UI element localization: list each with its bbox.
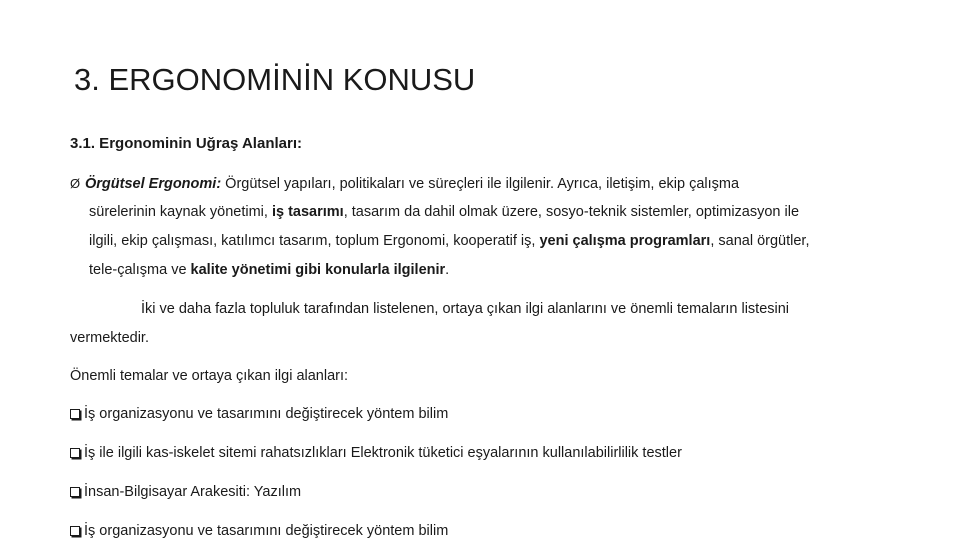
bullet-line-2 <box>89 198 799 227</box>
bullet-line-2-text-b: , tasarım da dahil olmak üzere, sosyo-teknik sistemler, optimizasyon ile <box>343 204 800 220</box>
bullet-line-4-text-b: . <box>445 262 450 278</box>
list-item <box>70 478 301 507</box>
paragraph-2-line-2: vermektedir. <box>70 330 149 346</box>
bullet-line-1 <box>70 169 739 199</box>
square-bullet-icon <box>70 526 80 536</box>
bullet-line-4 <box>89 256 449 285</box>
list-item <box>70 400 448 429</box>
bullet-line-3-bold: yeni çalışma programları <box>539 233 711 249</box>
section-heading: 3.1. Ergonominin Uğraş Alanları: <box>70 135 302 152</box>
bullet-line-1-text: Örgütsel yapıları, politikaları ve süreçleri ile ilgilenir. Ayrıca, iletişim, ekip çalışma <box>221 176 740 192</box>
list-item-text: İş ile ilgili kas-iskelet sitemi rahatsızlıkları Elektronik tüketici eşyalarının kullanılabilirlilik testler <box>84 445 682 461</box>
bullet-line-4-text-a: tele-çalışma ve <box>89 262 191 278</box>
bullet-line-3-text-b: , sanal örgütler, <box>710 233 810 249</box>
bullet-line-3 <box>89 227 809 256</box>
paragraph-2-line-1: İki ve daha fazla topluluk tarafından listelenen, ortaya çıkan ilgi alanlarını ve önemli temaların listesini <box>141 301 790 317</box>
bullet-line-2-bold: iş tasarımı <box>271 204 344 220</box>
list-item <box>70 517 448 546</box>
square-bullet-icon <box>70 448 80 458</box>
bullet-term: Örgütsel Ergonomi: <box>85 176 222 192</box>
list-item-text: İş organizasyonu ve tasarımını değiştirecek yöntem bilim <box>84 406 449 422</box>
bullet-line-3-text-a: ilgili, ekip çalışması, katılımcı tasarım, toplum Ergonomi, kooperatif iş, <box>89 233 540 249</box>
paragraph-3: Önemli temalar ve ortaya çıkan ilgi alanları: <box>70 368 349 384</box>
list-item <box>70 439 682 468</box>
list-item-text: İş organizasyonu ve tasarımını değiştirecek yöntem bilim <box>84 523 449 539</box>
square-bullet-icon <box>70 409 80 419</box>
arrow-bullet-icon: Ø <box>70 176 81 191</box>
square-bullet-icon <box>70 487 80 497</box>
list-item-text: İnsan-Bilgisayar Arakesiti: Yazılım <box>84 484 302 500</box>
bullet-line-4-bold: kalite yönetimi gibi konularla ilgilenir <box>190 262 446 278</box>
slide-title: 3. ERGONOMİNİN KONUSU <box>74 62 476 97</box>
bullet-line-2-text-a: sürelerinin kaynak yönetimi, <box>89 204 272 220</box>
